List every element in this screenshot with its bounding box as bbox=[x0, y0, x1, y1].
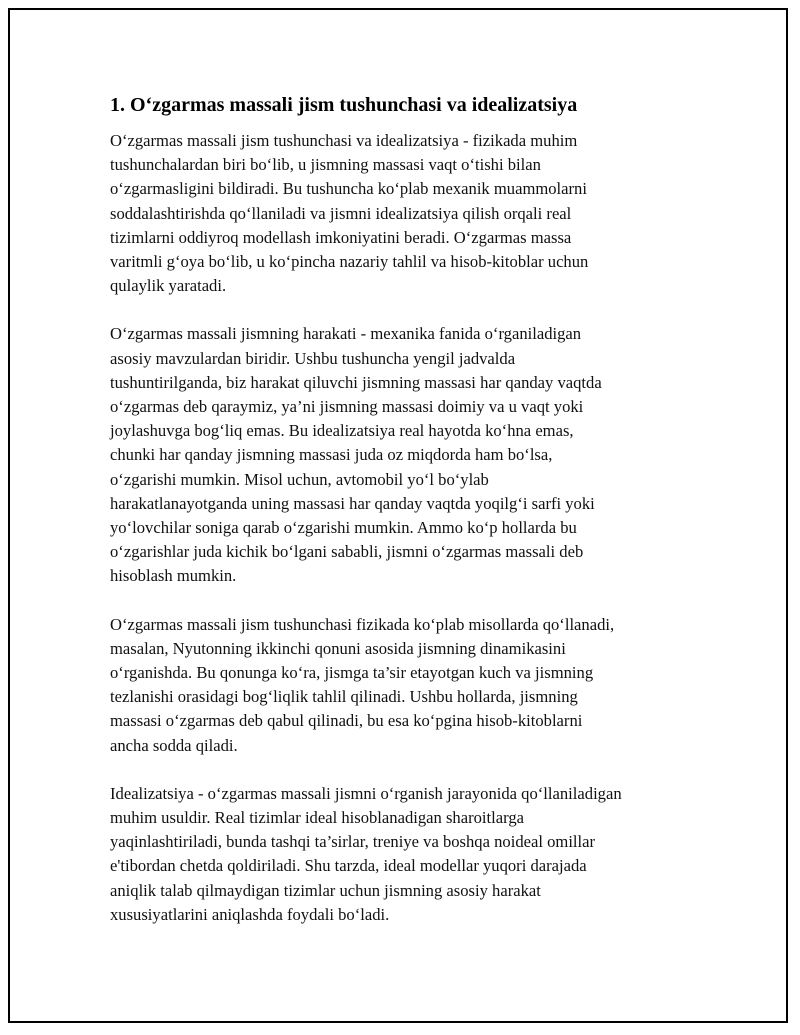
text-line: varitmli g‘oya bo‘lib, u ko‘pincha nazariy tahlil va hisob-kitoblar uchun bbox=[110, 252, 589, 272]
text-line: muhim usuldir. Real tizimlar ideal hisoblanadigan sharoitlarga bbox=[110, 808, 524, 828]
text-line: o‘zgarishlar juda kichik bo‘lgani sababli, jismni o‘zgarmas massali deb bbox=[110, 542, 584, 562]
paragraph-2 bbox=[110, 322, 690, 588]
text-line: tezlanishi orasidagi bog‘liqlik tahlil qilinadi. Ushbu hollarda, jismning bbox=[110, 687, 578, 707]
text-line: soddalashtirishda qo‘llaniladi va jismni idealizatsiya qilish orqali real bbox=[110, 203, 572, 223]
document-body bbox=[110, 92, 690, 951]
text-line: masalan, Nyutonning ikkinchi qonuni asosida jismning dinamikasini bbox=[110, 638, 566, 658]
text-line: yaqinlashtiriladi, bunda tashqi ta’sirlar, treniye va boshqa noideal omillar bbox=[110, 832, 596, 852]
text-line: yo‘lovchilar soniga qarab o‘zgarishi mumkin. Ammo ko‘p hollarda bu bbox=[110, 518, 577, 538]
text-line: o‘zgarmasligini bildiradi. Bu tushuncha ko‘plab mexanik muammolarni bbox=[110, 179, 587, 199]
text-line: o‘zgarishi mumkin. Misol uchun, avtomobil yo‘l bo‘ylab bbox=[110, 469, 489, 489]
text-line: Idealizatsiya - o‘zgarmas massali jismni o‘rganish jarayonida qo‘llaniladigan bbox=[110, 783, 622, 803]
section-heading: 1. O‘zgarmas massali jism tushunchasi va idealizatsiya bbox=[110, 94, 578, 116]
paragraph-1 bbox=[110, 129, 690, 298]
text-line: joylashuvga bog‘liq emas. Bu idealizatsiya real hayotda ko‘hna emas, bbox=[110, 421, 574, 441]
text-line: asosiy mavzulardan biridir. Ushbu tushuncha yengil jadvalda bbox=[110, 348, 516, 368]
text-line: O‘zgarmas massali jism tushunchasi va idealizatsiya - fizikada muhim bbox=[110, 131, 578, 150]
text-line: hisoblash mumkin. bbox=[110, 566, 237, 586]
text-line: O‘zgarmas massali jism tushunchasi fizikada ko‘plab misollarda qo‘llanadi, bbox=[110, 614, 615, 634]
text-line: e'tibordan chetda qoldiriladi. Shu tarzda, ideal modellar yuqori darajada bbox=[110, 856, 587, 876]
text-line: harakatlanayotganda uning massasi har qanday vaqtda yoqilg‘i sarfi yoki bbox=[110, 493, 595, 513]
text-line: chunki har qanday jismning massasi juda oz miqdorda ham bo‘lsa, bbox=[110, 445, 553, 465]
text-line: tushunchalardan biri bo‘lib, u jismning massasi vaqt o‘tishi bilan bbox=[110, 155, 541, 175]
text-line: tushuntirilganda, biz harakat qiluvchi jismning massasi har qanday vaqtda bbox=[110, 372, 602, 392]
paragraph-3 bbox=[110, 613, 690, 758]
paragraph-4 bbox=[110, 782, 690, 927]
text-line: qulaylik yaratadi. bbox=[110, 276, 227, 296]
text-line: o‘zgarmas deb qaraymiz, ya’ni jismning massasi doimiy va u vaqt yoki bbox=[110, 397, 584, 417]
text-line: massasi o‘zgarmas deb qabul qilinadi, bu esa ko‘pgina hisob-kitoblarni bbox=[110, 711, 583, 731]
text-line: tizimlarni oddiyroq modellash imkoniyatini beradi. O‘zgarmas massa bbox=[110, 227, 572, 247]
text-line: ancha sodda qiladi. bbox=[110, 735, 238, 755]
text-line: xususiyatlarini aniqlashda foydali bo‘ladi. bbox=[110, 904, 390, 924]
text-line: o‘rganishda. Bu qonunga ko‘ra, jismga ta’sir etayotgan kuch va jismning bbox=[110, 663, 594, 683]
text-line: aniqlik talab qilmaydigan tizimlar uchun jismning asosiy harakat bbox=[110, 880, 541, 900]
text-line: O‘zgarmas massali jismning harakati - mexanika fanida o‘rganiladigan bbox=[110, 324, 582, 344]
